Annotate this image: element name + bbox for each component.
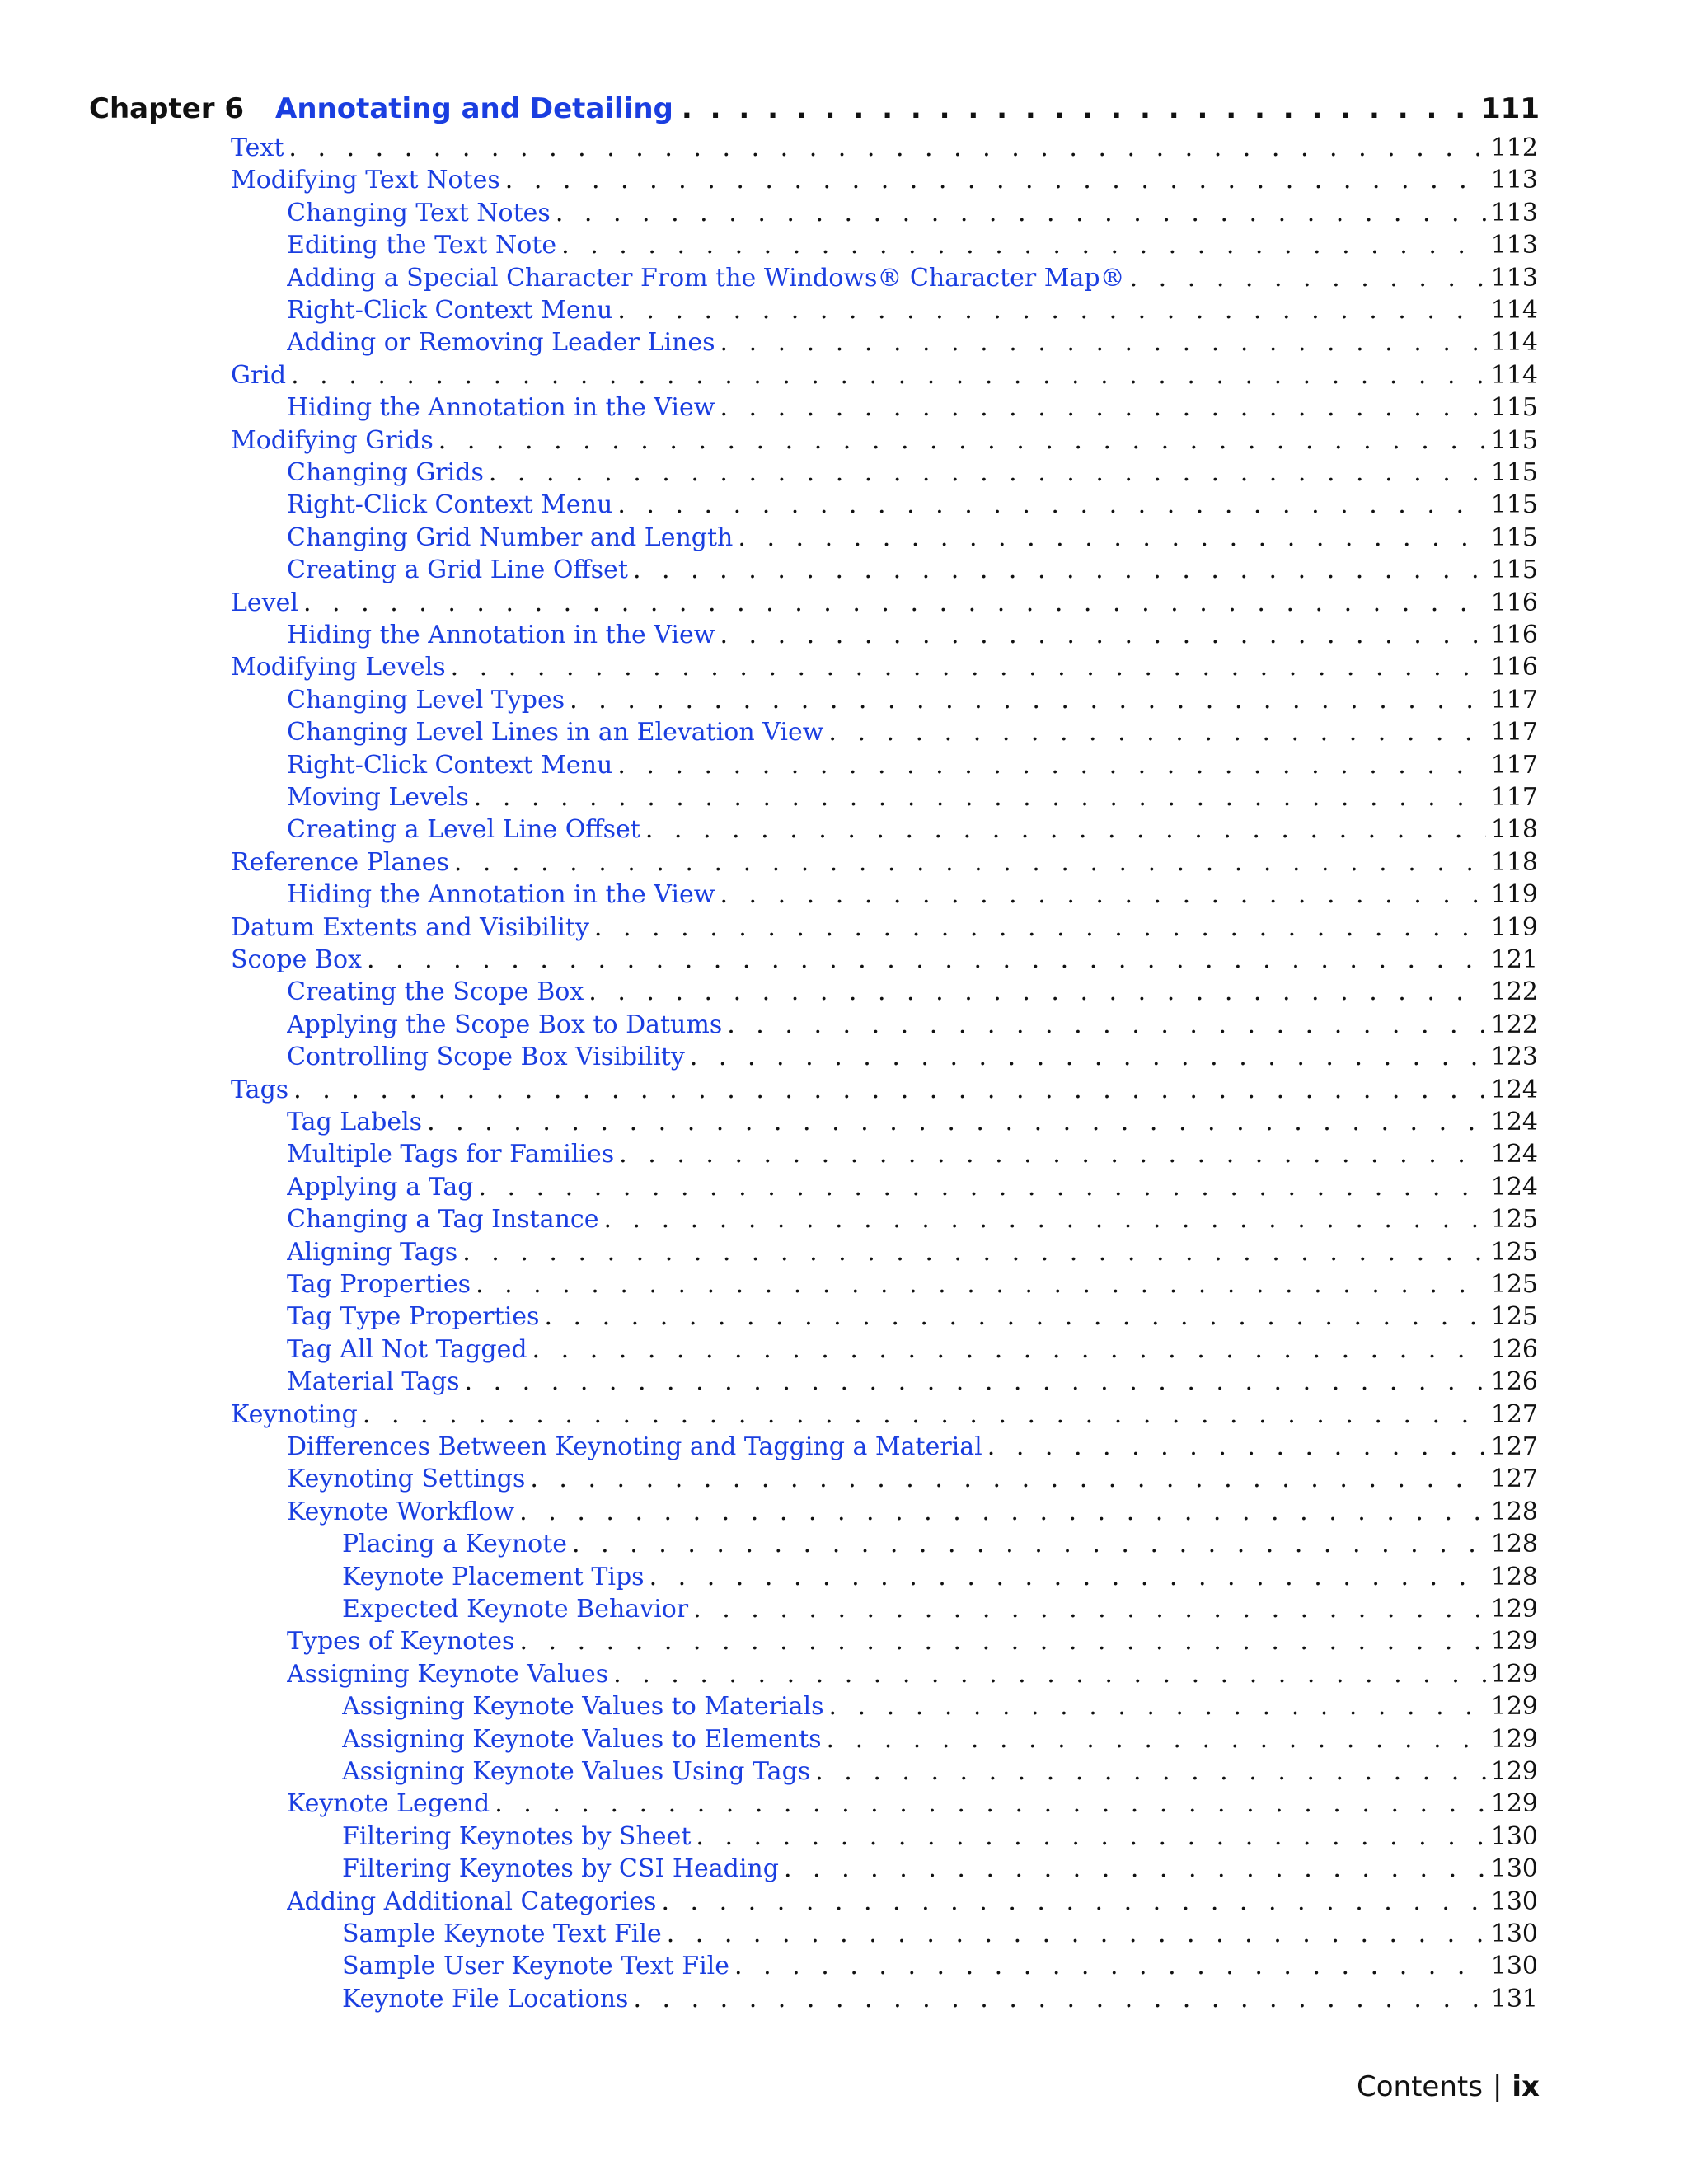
toc-entry-page-number: 119 <box>1490 880 1538 909</box>
toc-entry-title-link[interactable]: Moving Levels <box>287 783 469 812</box>
toc-entry[interactable] <box>287 716 1538 748</box>
dot-leader <box>784 1853 1486 1885</box>
toc-entry[interactable] <box>287 684 1538 716</box>
toc-entry-page-number: 115 <box>1490 555 1538 584</box>
toc-entry[interactable] <box>287 326 1538 359</box>
toc-entry-title-link[interactable]: Tag All Not Tagged <box>287 1335 528 1364</box>
toc-entry-title-link[interactable]: Tags <box>231 1076 289 1104</box>
toc-entry[interactable] <box>287 1203 1538 1235</box>
toc-entry-title-link[interactable]: Changing Level Types <box>287 686 565 715</box>
toc-entry-title-link[interactable]: Filtering Keynotes by CSI Heading <box>342 1854 779 1883</box>
toc-entry[interactable] <box>231 164 1538 196</box>
toc-entry-title-link[interactable]: Creating the Scope Box <box>287 977 584 1006</box>
toc-entry-page-number: 117 <box>1490 783 1538 812</box>
dot-leader <box>570 684 1486 716</box>
toc-entry[interactable] <box>342 1561 1538 1593</box>
toc-entry[interactable] <box>287 1788 1538 1820</box>
toc-entry-page-number: 117 <box>1490 718 1538 747</box>
dot-leader <box>519 1496 1486 1528</box>
toc-entry-page-number: 114 <box>1490 328 1538 357</box>
toc-entry[interactable] <box>287 1301 1538 1333</box>
toc-entry-title-link[interactable]: Datum Extents and Visibility <box>231 913 589 942</box>
toc-entry[interactable] <box>287 1431 1538 1463</box>
toc-entry-page-number: 115 <box>1490 426 1538 455</box>
dot-leader <box>556 197 1486 229</box>
dot-leader <box>633 1983 1485 2015</box>
chapter-page-number: 111 <box>1481 92 1540 125</box>
toc-entry-title-link[interactable]: Expected Keynote Behavior <box>342 1595 689 1624</box>
toc-entry-title-link[interactable]: Changing Level Lines in an Elevation View <box>287 718 824 747</box>
toc-entry[interactable] <box>231 1399 1538 1431</box>
toc-entry-page-number: 123 <box>1490 1043 1538 1071</box>
toc-entry-page-number: 126 <box>1490 1367 1538 1396</box>
toc-entry-page-number: 121 <box>1490 945 1538 974</box>
toc-entry-page-number: 128 <box>1490 1497 1538 1526</box>
toc-entry-page-number: 127 <box>1490 1432 1538 1461</box>
toc-entry-title-link[interactable]: Changing Grid Number and Length <box>287 523 734 552</box>
toc-entry-page-number: 122 <box>1490 977 1538 1006</box>
toc-entry-page-number: 124 <box>1490 1108 1538 1137</box>
toc-entry-title-link[interactable]: Reference Planes <box>231 848 449 877</box>
toc-entry-page-number: 129 <box>1490 1725 1538 1754</box>
toc-entry[interactable] <box>342 1821 1538 1853</box>
toc-entry-page-number: 113 <box>1490 264 1538 293</box>
dot-leader <box>505 164 1486 196</box>
toc-entry-page-number: 127 <box>1490 1465 1538 1493</box>
toc-entry-title-link[interactable]: Hiding the Annotation in the View <box>287 621 715 649</box>
toc-entry-page-number: 125 <box>1490 1270 1538 1299</box>
toc-entry[interactable] <box>342 1950 1538 1982</box>
dot-leader <box>987 1431 1486 1463</box>
dot-leader <box>478 1171 1485 1203</box>
dot-leader <box>720 326 1486 359</box>
toc-entry-title-link[interactable]: Keynoting <box>231 1400 358 1429</box>
toc-entry[interactable] <box>287 1658 1538 1690</box>
toc-entry-page-number: 130 <box>1490 1952 1538 1980</box>
dot-leader <box>588 976 1485 1008</box>
toc-entry-title-link[interactable]: Modifying Text Notes <box>231 166 500 194</box>
toc-entry-title-link[interactable]: Grid <box>231 361 287 390</box>
dot-leader <box>828 716 1485 748</box>
dot-leader <box>829 1690 1486 1722</box>
toc-entry-page-number: 125 <box>1490 1238 1538 1267</box>
chapter-label: Chapter 6 <box>89 92 245 125</box>
toc-entry-page-number: 128 <box>1490 1530 1538 1558</box>
toc-entry[interactable] <box>342 1593 1538 1625</box>
toc-entry-page-number: 116 <box>1490 588 1538 617</box>
toc-entry-title-link[interactable]: Sample Keynote Text File <box>342 1919 662 1948</box>
toc-entry[interactable] <box>231 944 1538 976</box>
toc-entry-page-number: 125 <box>1490 1205 1538 1234</box>
toc-entry-title-link[interactable]: Material Tags <box>287 1367 460 1396</box>
page-footer <box>1357 2070 1540 2103</box>
toc-entry-page-number: 112 <box>1490 134 1538 162</box>
toc-entry-title-link[interactable]: Creating a Level Line Offset <box>287 815 640 844</box>
dot-leader <box>363 1399 1486 1431</box>
dot-leader <box>293 1074 1486 1106</box>
dot-leader <box>572 1528 1486 1560</box>
toc-entry[interactable] <box>287 749 1538 781</box>
toc-entry-title-link[interactable]: Keynote Workflow <box>287 1497 515 1526</box>
toc-entry-title-link[interactable]: Adding Additional Categories <box>287 1887 657 1916</box>
toc-entry[interactable] <box>287 1625 1538 1657</box>
dot-leader <box>495 1788 1486 1820</box>
toc-entry[interactable] <box>231 912 1538 944</box>
toc-entry-page-number: 126 <box>1490 1335 1538 1364</box>
toc-entry-title-link[interactable]: Keynote Placement Tips <box>342 1563 645 1591</box>
toc-entry-page-number: 131 <box>1490 1985 1538 2013</box>
toc-entry[interactable] <box>287 1106 1538 1138</box>
dot-leader <box>619 1138 1486 1170</box>
toc-entry-title-link[interactable]: Differences Between Keynoting and Tagging a Material <box>287 1432 982 1461</box>
toc-entry[interactable] <box>231 424 1538 457</box>
toc-entry[interactable] <box>342 1528 1538 1560</box>
dot-leader <box>544 1301 1485 1333</box>
toc-entry[interactable] <box>342 1723 1538 1755</box>
dot-leader <box>720 391 1485 424</box>
dot-leader <box>690 1041 1486 1073</box>
toc-entry[interactable] <box>287 1366 1538 1398</box>
toc-entry[interactable] <box>231 359 1538 391</box>
toc-entry[interactable] <box>287 391 1538 424</box>
toc-entry-page-number: 118 <box>1490 848 1538 877</box>
toc-entry-page-number: 115 <box>1490 523 1538 552</box>
toc-entry-title-link[interactable]: Keynoting Settings <box>287 1465 526 1493</box>
toc-entry-page-number: 117 <box>1490 686 1538 715</box>
footer-separator: | <box>1492 2070 1503 2103</box>
toc-entry-title-link[interactable]: Editing the Text Note <box>287 231 557 260</box>
dot-leader <box>454 846 1486 879</box>
toc-entry-title-link[interactable]: Assigning Keynote Values to Materials <box>342 1692 824 1721</box>
toc-entry-page-number: 127 <box>1490 1400 1538 1429</box>
chapter-title-link[interactable]: Annotating and Detailing <box>275 92 673 125</box>
toc-entry-page-number: 114 <box>1490 361 1538 390</box>
footer-page-number: ix <box>1512 2070 1540 2103</box>
toc-entry[interactable] <box>287 457 1538 489</box>
toc-entry-page-number: 122 <box>1490 1010 1538 1039</box>
toc-entry-title-link[interactable]: Multiple Tags for Families <box>287 1140 615 1169</box>
footer-label: Contents <box>1357 2070 1483 2103</box>
dot-leader <box>462 1236 1486 1268</box>
toc-entry-title-link[interactable]: Aligning Tags <box>287 1238 458 1267</box>
toc-entry-page-number: 115 <box>1490 393 1538 422</box>
toc-entry-title-link[interactable]: Text <box>231 134 284 162</box>
dot-leader <box>649 1561 1486 1593</box>
dot-leader <box>367 944 1486 976</box>
toc-entry[interactable] <box>287 229 1538 261</box>
toc-entry-title-link[interactable]: Level <box>231 588 298 617</box>
toc-entry-title-link[interactable]: Assigning Keynote Values Using Tags <box>342 1757 811 1786</box>
toc-entry-page-number: 129 <box>1490 1627 1538 1656</box>
toc-entry-title-link[interactable]: Adding or Removing Leader Lines <box>287 328 715 357</box>
toc-entry-title-link[interactable]: Hiding the Annotation in the View <box>287 880 715 909</box>
toc-entry-page-number: 118 <box>1490 815 1538 844</box>
dot-leader <box>720 879 1485 911</box>
dot-leader <box>519 1625 1485 1657</box>
toc-entry[interactable] <box>287 619 1538 651</box>
dot-leader <box>530 1463 1485 1495</box>
toc-entry-page-number: 130 <box>1490 1854 1538 1883</box>
toc-entry[interactable] <box>231 1074 1538 1106</box>
toc-entry-page-number: 129 <box>1490 1757 1538 1786</box>
toc-entry-page-number: 117 <box>1490 751 1538 780</box>
toc-entry[interactable] <box>231 132 1538 164</box>
toc-entry[interactable] <box>342 1755 1538 1788</box>
dot-leader <box>532 1333 1486 1366</box>
toc-entry-page-number: 124 <box>1490 1076 1538 1104</box>
dot-leader <box>682 92 1473 125</box>
dot-leader <box>561 229 1486 261</box>
toc-entry-title-link[interactable]: Applying a Tag <box>287 1173 474 1202</box>
dot-leader <box>451 651 1486 683</box>
toc-entry[interactable] <box>342 1918 1538 1950</box>
dot-leader <box>645 813 1486 846</box>
toc-entry-title-link[interactable]: Applying the Scope Box to Datums <box>287 1010 723 1039</box>
dot-leader <box>617 749 1485 781</box>
dot-leader <box>720 619 1485 651</box>
dot-leader <box>438 424 1486 457</box>
toc-entry[interactable] <box>287 1886 1538 1918</box>
toc-entry-title-link[interactable]: Keynote File Locations <box>342 1985 629 2013</box>
toc-entry[interactable] <box>342 1690 1538 1722</box>
toc-entry-page-number: 130 <box>1490 1887 1538 1916</box>
toc-entry-page-number: 113 <box>1490 231 1538 260</box>
toc-entry-page-number: 130 <box>1490 1822 1538 1851</box>
toc-entry-title-link[interactable]: Creating a Grid Line Offset <box>287 555 628 584</box>
toc-entry-title-link[interactable]: Filtering Keynotes by Sheet <box>342 1822 692 1851</box>
dot-leader <box>693 1593 1486 1625</box>
toc-entry[interactable] <box>231 651 1538 683</box>
toc-entry-page-number: 114 <box>1490 296 1538 325</box>
dot-leader <box>594 912 1486 944</box>
toc-entry-title-link[interactable]: Tag Properties <box>287 1270 471 1299</box>
toc-entry-title-link[interactable]: Changing Grids <box>287 458 484 487</box>
toc-entry[interactable] <box>287 781 1538 813</box>
toc-entry-title-link[interactable]: Types of Keynotes <box>287 1627 515 1656</box>
toc-entry-title-link[interactable]: Controlling Scope Box Visibility <box>287 1043 685 1071</box>
toc-entry[interactable] <box>287 554 1538 586</box>
dot-leader <box>465 1366 1486 1398</box>
toc-entry-page-number: 130 <box>1490 1919 1538 1948</box>
toc-entry[interactable] <box>287 879 1538 911</box>
toc-entry-page-number: 115 <box>1490 458 1538 487</box>
toc-entry-title-link[interactable]: Assigning Keynote Values to Elements <box>342 1725 822 1754</box>
toc-entry[interactable] <box>287 1268 1538 1301</box>
toc-entry-title-link[interactable]: Scope Box <box>231 945 362 974</box>
toc-entry[interactable] <box>231 846 1538 879</box>
toc-entry-page-number: 119 <box>1490 913 1538 942</box>
toc-entry-page-number: 124 <box>1490 1173 1538 1202</box>
dot-leader <box>603 1203 1485 1235</box>
toc-entry-page-number: 113 <box>1490 166 1538 194</box>
dot-leader <box>474 781 1486 813</box>
toc-entry[interactable] <box>287 1333 1538 1366</box>
toc-entry-title-link[interactable]: Modifying Grids <box>231 426 434 455</box>
toc-entry-page-number: 125 <box>1490 1302 1538 1331</box>
toc-entry-page-number: 116 <box>1490 621 1538 649</box>
toc-entry-title-link[interactable]: Placing a Keynote <box>342 1530 568 1558</box>
toc-entry-title-link[interactable]: Keynote Legend <box>287 1789 490 1818</box>
toc-entry[interactable] <box>287 522 1538 554</box>
toc-entry[interactable] <box>287 489 1538 521</box>
toc-entry-page-number: 129 <box>1490 1692 1538 1721</box>
toc-entry-title-link[interactable]: Right-Click Context Menu <box>287 296 613 325</box>
dot-leader <box>288 132 1485 164</box>
toc-entry-title-link[interactable]: Assigning Keynote Values <box>287 1660 609 1689</box>
toc-entry-page-number: 124 <box>1490 1140 1538 1169</box>
dot-leader <box>617 489 1485 521</box>
dot-leader <box>827 1723 1486 1755</box>
toc-entry-title-link[interactable]: Changing a Tag Instance <box>287 1205 599 1234</box>
toc-entry-title-link[interactable]: Changing Text Notes <box>287 199 551 227</box>
toc-entry-page-number: 129 <box>1490 1660 1538 1689</box>
toc-entry[interactable] <box>231 587 1538 619</box>
dot-leader <box>738 522 1485 554</box>
dot-leader <box>291 359 1486 391</box>
dot-leader <box>1130 262 1486 294</box>
toc-entry[interactable] <box>287 294 1538 326</box>
dot-leader <box>815 1755 1486 1788</box>
toc-entry[interactable] <box>287 1041 1538 1073</box>
dot-leader <box>734 1950 1486 1982</box>
dot-leader <box>661 1886 1485 1918</box>
dot-leader <box>489 457 1486 489</box>
toc-entry-title-link[interactable]: Adding a Special Character From the Windows® Character Map® <box>287 264 1125 293</box>
dot-leader <box>427 1106 1486 1138</box>
toc-entry[interactable] <box>287 262 1538 294</box>
toc-entry[interactable] <box>287 197 1538 229</box>
toc-entry-title-link[interactable]: Sample User Keynote Text File <box>342 1952 730 1980</box>
dot-leader <box>727 1009 1486 1041</box>
dot-leader <box>617 294 1485 326</box>
toc-entry-title-link[interactable]: Tag Type Properties <box>287 1302 540 1331</box>
toc-entry-page-number: 115 <box>1490 490 1538 519</box>
toc-entry[interactable] <box>287 1463 1538 1495</box>
toc-entry[interactable] <box>287 813 1538 846</box>
dot-leader <box>633 554 1486 586</box>
toc-entry-page-number: 113 <box>1490 199 1538 227</box>
toc-entry[interactable] <box>287 1236 1538 1268</box>
toc-entry-title-link[interactable]: Tag Labels <box>287 1108 423 1137</box>
toc-entry-title-link[interactable]: Modifying Levels <box>231 653 446 682</box>
toc-entry[interactable] <box>287 976 1538 1008</box>
toc-entry-title-link[interactable]: Hiding the Annotation in the View <box>287 393 715 422</box>
toc-entry[interactable] <box>342 1853 1538 1885</box>
dot-leader <box>667 1918 1486 1950</box>
toc-entry-title-link[interactable]: Right-Click Context Menu <box>287 751 613 780</box>
toc-entry-page-number: 116 <box>1490 653 1538 682</box>
toc-entry[interactable] <box>287 1496 1538 1528</box>
toc-entry-page-number: 129 <box>1490 1595 1538 1624</box>
toc-entry-page-number: 128 <box>1490 1563 1538 1591</box>
dot-leader <box>303 587 1486 619</box>
dot-leader <box>613 1658 1486 1690</box>
toc-entry[interactable] <box>287 1138 1538 1170</box>
toc-entry[interactable] <box>287 1009 1538 1041</box>
toc-entry[interactable] <box>287 1171 1538 1203</box>
toc-entry[interactable] <box>342 1983 1538 2015</box>
dot-leader <box>476 1268 1486 1301</box>
toc-entry-title-link[interactable]: Right-Click Context Menu <box>287 490 613 519</box>
toc-entry-page-number: 129 <box>1490 1789 1538 1818</box>
dot-leader <box>696 1821 1485 1853</box>
